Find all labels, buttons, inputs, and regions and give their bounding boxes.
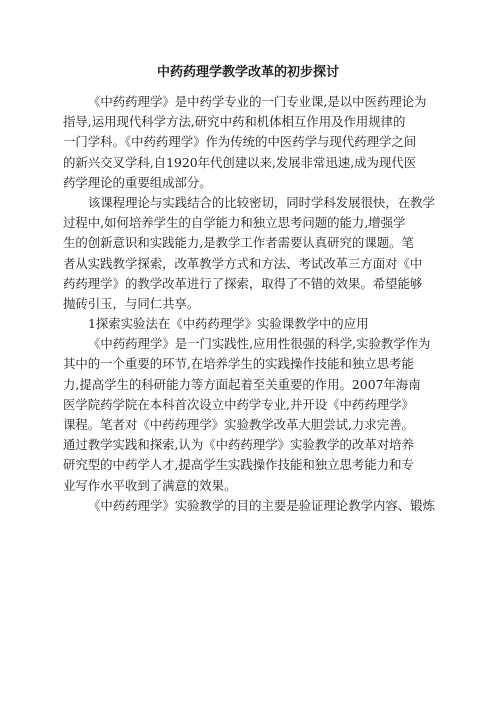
text-line: 业写作水平收到了满意的效果。 xyxy=(63,477,237,493)
text-line: 研究型的中药学人才,提高学生实践操作技能和独立思考能力和专 xyxy=(63,457,414,473)
text-line: 指导,运用现代科学方法,研究中药和机体相互作用及作用规律的 xyxy=(63,114,406,130)
text-line: 课程。笔者对《中药药理学》实验教学改革大胆尝试,力求完善。 xyxy=(63,417,414,432)
text-line: 的新兴交叉学科,自1920年代创建以来,发展非常迅速,成为现代医 xyxy=(63,154,417,170)
text-line: 力,提高学生的科研能力等方面起着至关重要的作用。2007年海南 xyxy=(63,376,421,392)
text-line: 药学理论的重要组成部分。 xyxy=(63,174,212,190)
text-line: 《中药药理学》是中药学专业的一门专业课,是以中医药理论为 xyxy=(88,94,427,109)
text-line: 《中药药理学》是一门实践性,应用性很强的科学,实验教学作为 xyxy=(88,336,431,352)
document-title: 中药药理学教学改革的初步探讨 xyxy=(156,65,339,80)
text-line: 其中的一个重要的环节,在培养学生的实践操作技能和独立思考能 xyxy=(63,356,414,372)
text-line: 抛砖引玉，与同仁共享。 xyxy=(63,295,200,311)
text-line: 《中药药理学》实验教学的目的主要是验证理论教学内容、锻炼 xyxy=(88,497,435,513)
text-line: 者从实践教学探索，改革教学方式和方法、考试改革三方面对《中 xyxy=(63,255,423,271)
document-body xyxy=(63,92,435,516)
text-line: 该课程理论与实践结合的比较密切，同时学科发展很快，在教学 xyxy=(88,194,435,210)
text-line: 一门学科。《中药药理学》作为传统的中医药学与现代药理学之间 xyxy=(63,134,417,150)
section-heading: 1探索实验法在《中药药理学》实验课教学中的应用 xyxy=(88,316,369,332)
text-line: 医学院药学院在本科首次设立中药学专业,并开设《中药药理学》 xyxy=(63,396,414,412)
text-line: 通过教学实践和探索,认为《中药药理学》实验教学的改革对培养 xyxy=(63,437,414,453)
text-line: 药药理学》的教学改革进行了探索，取得了不错的效果。希望能够 xyxy=(63,275,423,291)
text-line: 生的创新意识和实践能力,是教学工作者需要认真研究的课题。笔 xyxy=(63,235,414,251)
text-line: 过程中,如何培养学生的自学能力和独立思考问题的能力,增强学 xyxy=(63,215,406,231)
